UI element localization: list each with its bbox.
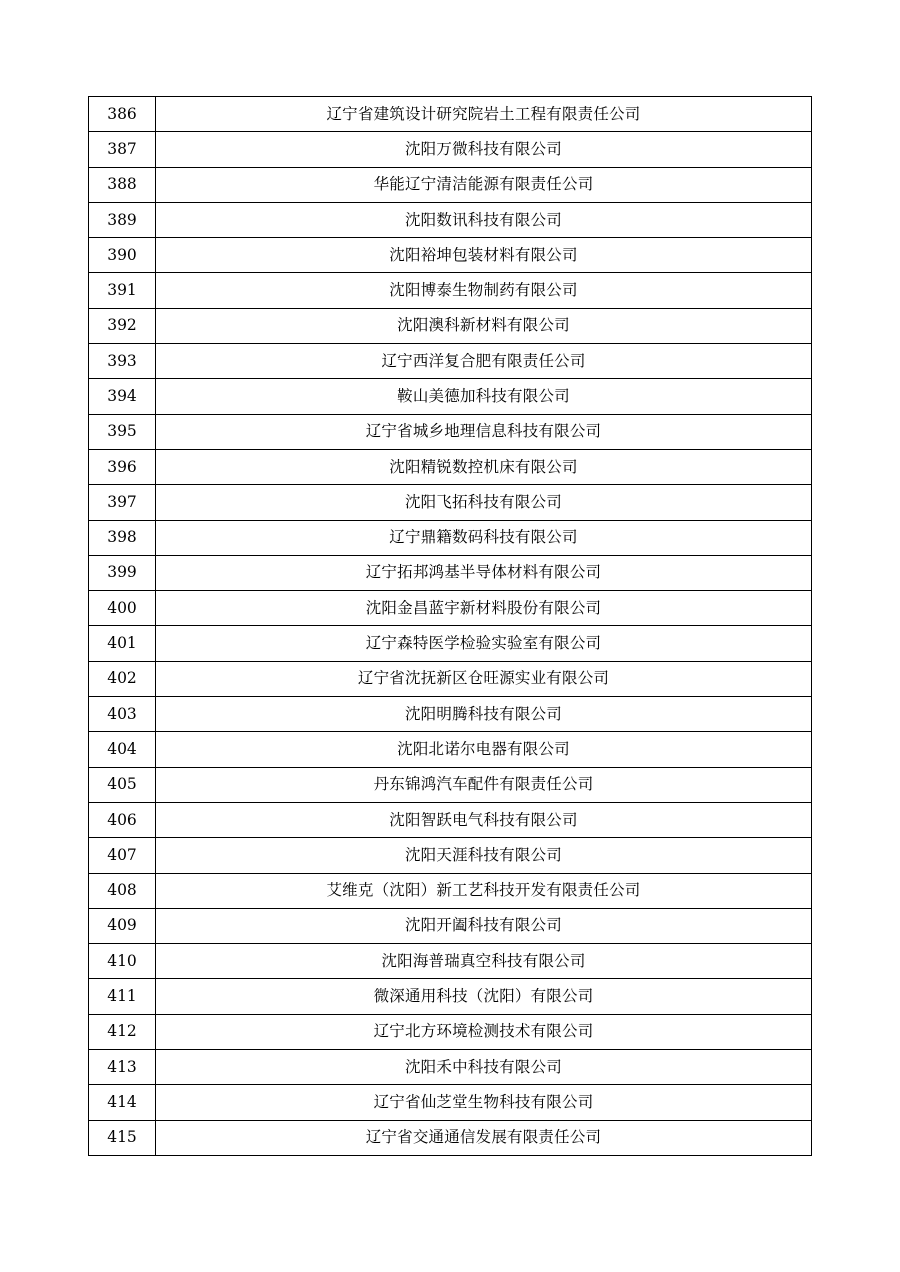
company-name-cell: 艾维克（沈阳）新工艺科技开发有限责任公司 bbox=[156, 873, 812, 908]
row-index-cell: 406 bbox=[89, 802, 156, 837]
company-name-cell: 华能辽宁清洁能源有限责任公司 bbox=[156, 167, 812, 202]
table-row bbox=[89, 1120, 812, 1155]
table-row bbox=[89, 449, 812, 484]
table-row bbox=[89, 697, 812, 732]
company-name-cell: 沈阳金昌蓝宇新材料股份有限公司 bbox=[156, 591, 812, 626]
row-index-cell: 415 bbox=[89, 1120, 156, 1155]
company-name-cell: 沈阳智跃电气科技有限公司 bbox=[156, 802, 812, 837]
company-name-cell: 辽宁西洋复合肥有限责任公司 bbox=[156, 344, 812, 379]
table-row bbox=[89, 308, 812, 343]
company-name-cell: 沈阳精锐数控机床有限公司 bbox=[156, 449, 812, 484]
table-row bbox=[89, 802, 812, 837]
company-name-cell: 沈阳明腾科技有限公司 bbox=[156, 697, 812, 732]
company-name-cell: 沈阳飞拓科技有限公司 bbox=[156, 485, 812, 520]
row-index-cell: 397 bbox=[89, 485, 156, 520]
company-name-cell: 微深通用科技（沈阳）有限公司 bbox=[156, 979, 812, 1014]
company-name-cell: 沈阳开阖科技有限公司 bbox=[156, 908, 812, 943]
company-name-cell: 辽宁森特医学检验实验室有限公司 bbox=[156, 626, 812, 661]
table-row bbox=[89, 238, 812, 273]
row-index-cell: 411 bbox=[89, 979, 156, 1014]
table-row bbox=[89, 944, 812, 979]
table-row bbox=[89, 838, 812, 873]
company-name-cell: 沈阳禾中科技有限公司 bbox=[156, 1050, 812, 1085]
row-index-cell: 408 bbox=[89, 873, 156, 908]
table-row bbox=[89, 520, 812, 555]
row-index-cell: 388 bbox=[89, 167, 156, 202]
row-index-cell: 392 bbox=[89, 308, 156, 343]
company-name-cell: 沈阳北诺尔电器有限公司 bbox=[156, 732, 812, 767]
company-name-cell: 鞍山美德加科技有限公司 bbox=[156, 379, 812, 414]
row-index-cell: 404 bbox=[89, 732, 156, 767]
company-name-cell: 辽宁省沈抚新区仓旺源实业有限公司 bbox=[156, 661, 812, 696]
table-row bbox=[89, 1085, 812, 1120]
table-row bbox=[89, 908, 812, 943]
company-name-cell: 辽宁省建筑设计研究院岩土工程有限责任公司 bbox=[156, 97, 812, 132]
company-name-cell: 沈阳海普瑞真空科技有限公司 bbox=[156, 944, 812, 979]
row-index-cell: 395 bbox=[89, 414, 156, 449]
table-row bbox=[89, 767, 812, 802]
company-name-cell: 沈阳万微科技有限公司 bbox=[156, 132, 812, 167]
company-name-cell: 辽宁北方环境检测技术有限公司 bbox=[156, 1014, 812, 1049]
company-name-cell: 沈阳天涯科技有限公司 bbox=[156, 838, 812, 873]
company-name-cell: 沈阳博泰生物制药有限公司 bbox=[156, 273, 812, 308]
row-index-cell: 409 bbox=[89, 908, 156, 943]
row-index-cell: 389 bbox=[89, 202, 156, 237]
row-index-cell: 414 bbox=[89, 1085, 156, 1120]
row-index-cell: 403 bbox=[89, 697, 156, 732]
company-name-cell: 沈阳澳科新材料有限公司 bbox=[156, 308, 812, 343]
row-index-cell: 410 bbox=[89, 944, 156, 979]
company-name-cell: 沈阳数讯科技有限公司 bbox=[156, 202, 812, 237]
company-name-cell: 沈阳裕坤包装材料有限公司 bbox=[156, 238, 812, 273]
row-index-cell: 401 bbox=[89, 626, 156, 661]
table-row bbox=[89, 414, 812, 449]
table-row bbox=[89, 485, 812, 520]
row-index-cell: 400 bbox=[89, 591, 156, 626]
company-name-cell: 辽宁省仙芝堂生物科技有限公司 bbox=[156, 1085, 812, 1120]
row-index-cell: 398 bbox=[89, 520, 156, 555]
row-index-cell: 412 bbox=[89, 1014, 156, 1049]
table-row bbox=[89, 379, 812, 414]
table-row bbox=[89, 979, 812, 1014]
row-index-cell: 391 bbox=[89, 273, 156, 308]
table-row bbox=[89, 273, 812, 308]
row-index-cell: 399 bbox=[89, 555, 156, 590]
company-name-cell: 辽宁省城乡地理信息科技有限公司 bbox=[156, 414, 812, 449]
company-name-cell: 辽宁拓邦鸿基半导体材料有限公司 bbox=[156, 555, 812, 590]
company-list-table bbox=[88, 96, 812, 1156]
row-index-cell: 405 bbox=[89, 767, 156, 802]
row-index-cell: 393 bbox=[89, 344, 156, 379]
row-index-cell: 413 bbox=[89, 1050, 156, 1085]
company-name-cell: 辽宁省交通通信发展有限责任公司 bbox=[156, 1120, 812, 1155]
row-index-cell: 390 bbox=[89, 238, 156, 273]
table-row bbox=[89, 591, 812, 626]
company-name-cell: 丹东锦鸿汽车配件有限责任公司 bbox=[156, 767, 812, 802]
table-row bbox=[89, 732, 812, 767]
table-row bbox=[89, 344, 812, 379]
table-row bbox=[89, 202, 812, 237]
row-index-cell: 402 bbox=[89, 661, 156, 696]
row-index-cell: 394 bbox=[89, 379, 156, 414]
table-row bbox=[89, 97, 812, 132]
table-row bbox=[89, 1050, 812, 1085]
row-index-cell: 407 bbox=[89, 838, 156, 873]
row-index-cell: 386 bbox=[89, 97, 156, 132]
table-row bbox=[89, 555, 812, 590]
table-row bbox=[89, 626, 812, 661]
table-row bbox=[89, 661, 812, 696]
table-row bbox=[89, 132, 812, 167]
table-row bbox=[89, 167, 812, 202]
company-name-cell: 辽宁鼎籍数码科技有限公司 bbox=[156, 520, 812, 555]
table-body bbox=[89, 97, 812, 1156]
row-index-cell: 396 bbox=[89, 449, 156, 484]
table-row bbox=[89, 1014, 812, 1049]
row-index-cell: 387 bbox=[89, 132, 156, 167]
table-row bbox=[89, 873, 812, 908]
